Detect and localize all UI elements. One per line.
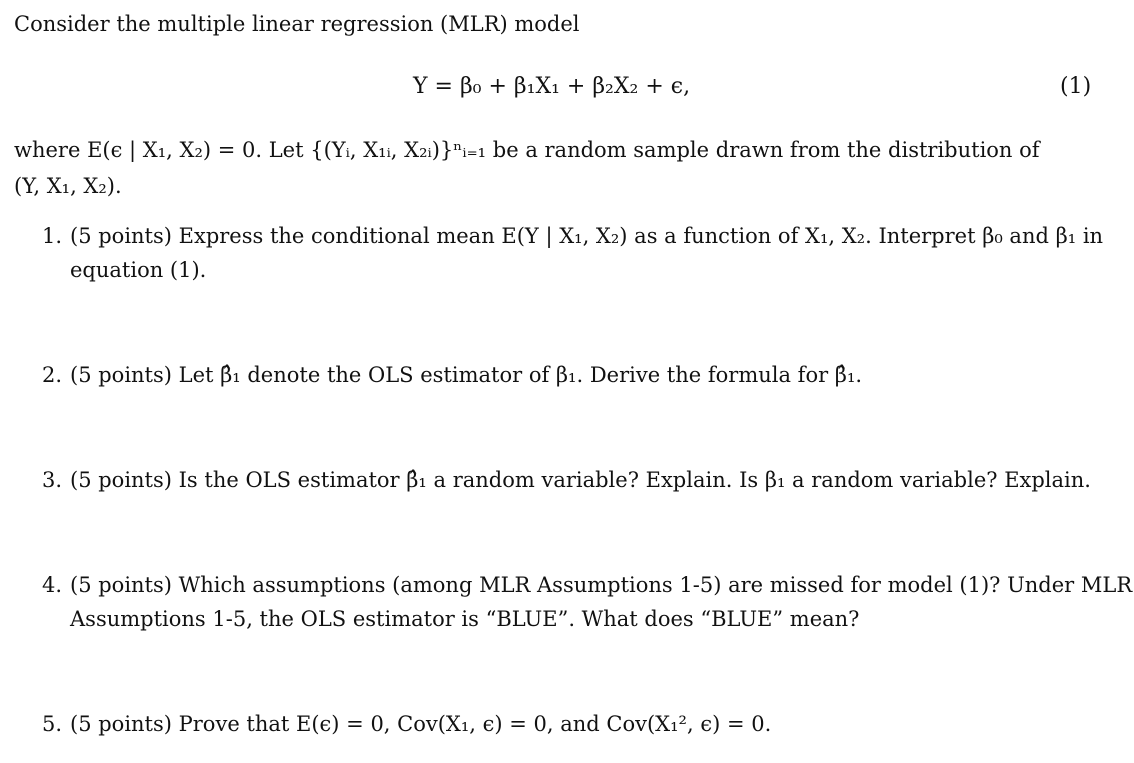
question-text-line2: equation (1). [70,258,207,282]
question-text-line1: (5 points) Is the OLS estimator β̂₁ a random variable? Explain. Is β₁ a random variable? Explain. [70,468,1091,492]
assumption-text-line1: where E(ϵ | X₁, X₂) = 0. Let {(Yᵢ, X₁ᵢ, X₂ᵢ)}ⁿᵢ₌₁ be a random sample drawn from the distribution of [14,138,1040,162]
question-text-line1: (5 points) Which assumptions (among MLR Assumptions 1-5) are missed for model (1)? Under MLR [70,573,1133,597]
regression-equation: Y = β₀ + β₁X₁ + β₂X₂ + ϵ, [413,74,691,99]
question-text-line1: (5 points) Let β̂₁ denote the OLS estimator of β₁. Derive the formula for β̂₁. [70,363,863,387]
assumption-text-line2: (Y, X₁, X₂). [14,174,122,198]
question-text-line2: Assumptions 1-5, the OLS estimator is “BLUE”. What does “BLUE” mean? [70,607,860,631]
equation-number: (1) [1060,74,1092,99]
question-text-line1: (5 points) Express the conditional mean E(Y | X₁, X₂) as a function of X₁, X₂. Interpret β₀ and β₁ in [70,224,1104,248]
question-number: 4. [42,573,63,597]
question-number: 2. [42,363,63,387]
question-text-line1: (5 points) Prove that E(ϵ) = 0, Cov(X₁, ϵ) = 0, and Cov(X₁², ϵ) = 0. [70,712,772,736]
question-number: 3. [42,468,63,492]
question-number: 1. [42,224,63,248]
question-number: 5. [42,712,63,736]
intro-text: Consider the multiple linear regression (MLR) model [14,12,580,36]
